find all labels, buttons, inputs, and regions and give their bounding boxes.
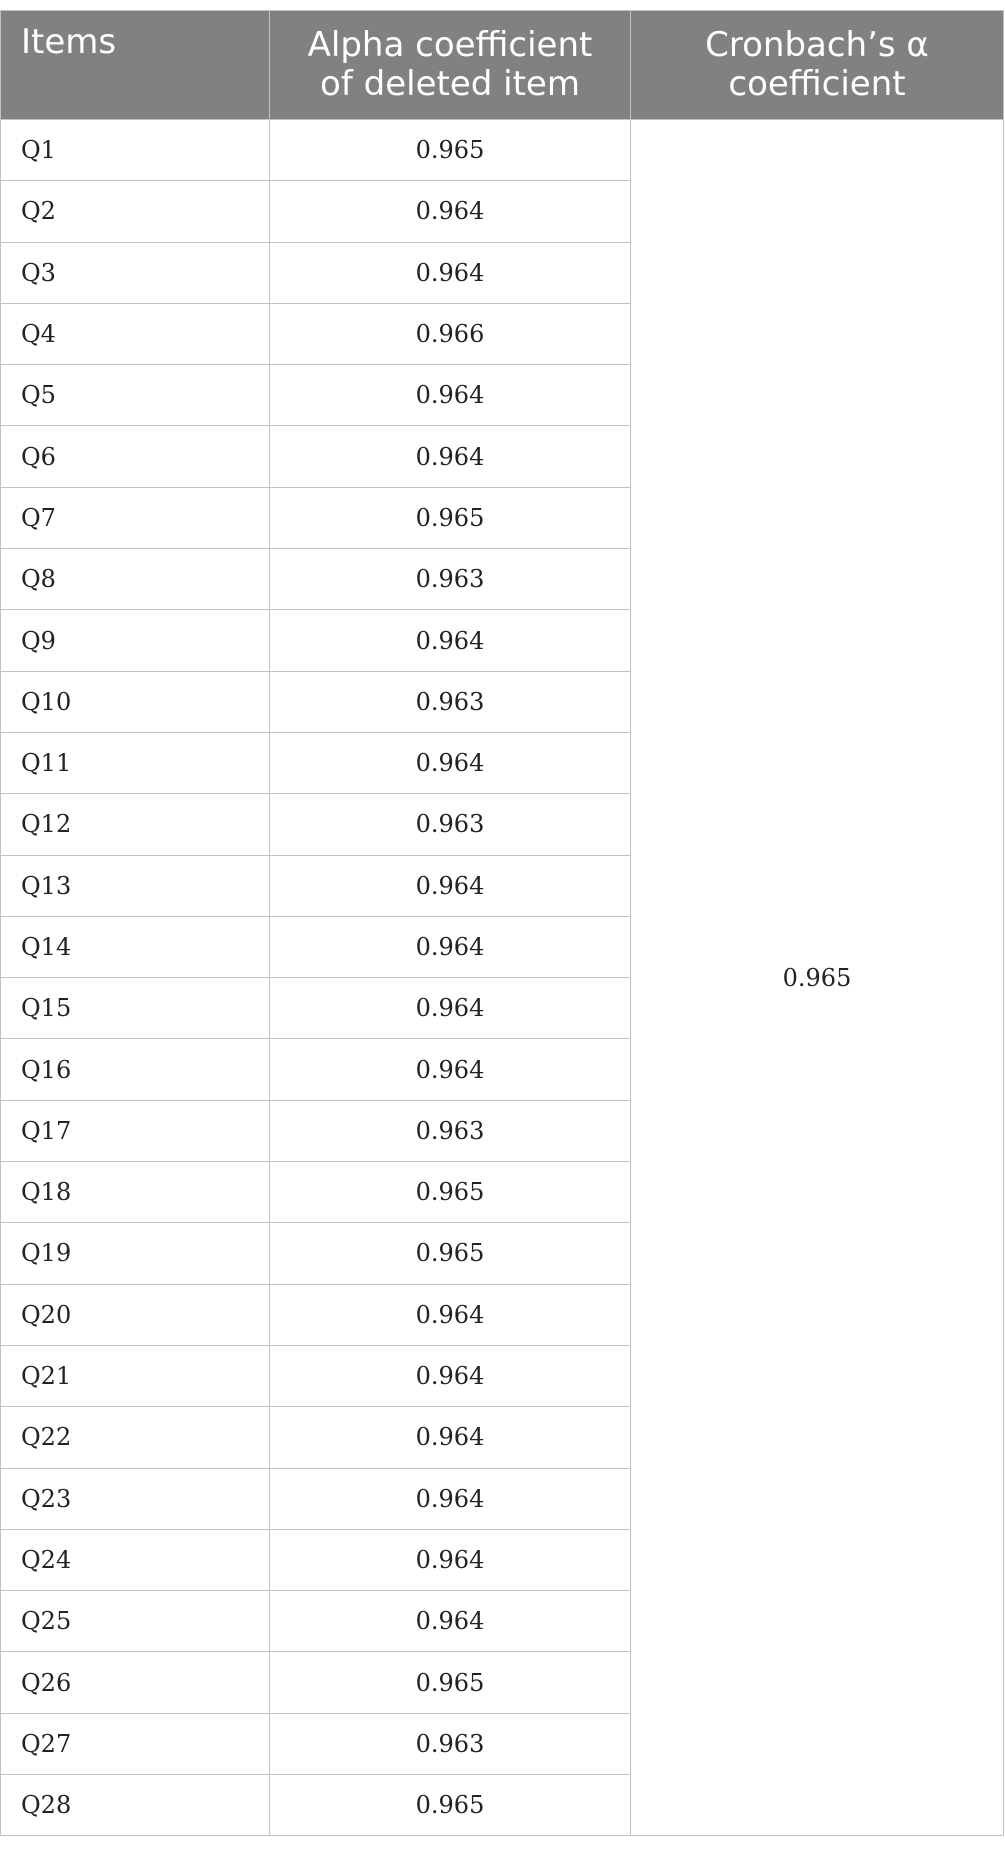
item-label-cell: Q9	[1, 610, 270, 671]
alpha-if-deleted-cell: 0.964	[270, 916, 631, 977]
overall-cronbach-alpha-cell: 0.965	[631, 120, 1004, 1836]
alpha-if-deleted-cell: 0.964	[270, 732, 631, 793]
header-items	[1, 11, 270, 120]
item-label-cell: Q27	[1, 1713, 270, 1774]
item-label-cell: Q24	[1, 1529, 270, 1590]
alpha-if-deleted-cell: 0.964	[270, 855, 631, 916]
item-label-cell: Q21	[1, 1345, 270, 1406]
alpha-if-deleted-cell: 0.965	[270, 1652, 631, 1713]
header-cronbach-alpha	[631, 11, 1004, 120]
alpha-if-deleted-cell: 0.965	[270, 487, 631, 548]
alpha-if-deleted-cell: 0.964	[270, 365, 631, 426]
table-body	[1, 120, 1004, 1836]
table-row	[1, 120, 1004, 181]
alpha-if-deleted-cell: 0.963	[270, 1713, 631, 1774]
item-label-cell: Q20	[1, 1284, 270, 1345]
header-alpha-deleted-line2: of deleted item	[320, 64, 580, 104]
item-label-cell: Q1	[1, 120, 270, 181]
item-label-cell: Q23	[1, 1468, 270, 1529]
item-label-cell: Q13	[1, 855, 270, 916]
alpha-if-deleted-cell: 0.964	[270, 978, 631, 1039]
alpha-if-deleted-cell: 0.965	[270, 1162, 631, 1223]
item-label-cell: Q22	[1, 1407, 270, 1468]
item-label-cell: Q6	[1, 426, 270, 487]
item-label-cell: Q4	[1, 303, 270, 364]
alpha-if-deleted-cell: 0.964	[270, 1468, 631, 1529]
alpha-if-deleted-cell: 0.966	[270, 303, 631, 364]
alpha-if-deleted-cell: 0.964	[270, 610, 631, 671]
alpha-if-deleted-cell: 0.965	[270, 1223, 631, 1284]
item-label-cell: Q14	[1, 916, 270, 977]
header-alpha-deleted-line1: Alpha coefficient	[307, 25, 593, 65]
header-alpha-deleted	[270, 11, 631, 120]
alpha-if-deleted-cell: 0.964	[270, 1284, 631, 1345]
alpha-if-deleted-cell: 0.963	[270, 794, 631, 855]
reliability-table	[0, 10, 1004, 1836]
item-label-cell: Q16	[1, 1039, 270, 1100]
item-label-cell: Q19	[1, 1223, 270, 1284]
reliability-table-container	[0, 10, 1003, 1836]
alpha-if-deleted-cell: 0.964	[270, 1407, 631, 1468]
alpha-if-deleted-cell: 0.964	[270, 1591, 631, 1652]
table-header	[1, 11, 1004, 120]
item-label-cell: Q17	[1, 1100, 270, 1161]
header-cronbach-line1: Cronbach’s α	[705, 25, 929, 65]
alpha-if-deleted-cell: 0.965	[270, 1775, 631, 1836]
header-row	[1, 11, 1004, 120]
alpha-if-deleted-cell: 0.964	[270, 426, 631, 487]
item-label-cell: Q3	[1, 242, 270, 303]
alpha-if-deleted-cell: 0.963	[270, 1100, 631, 1161]
alpha-if-deleted-cell: 0.965	[270, 120, 631, 181]
alpha-if-deleted-cell: 0.964	[270, 242, 631, 303]
alpha-if-deleted-cell: 0.963	[270, 549, 631, 610]
alpha-if-deleted-cell: 0.964	[270, 1529, 631, 1590]
item-label-cell: Q7	[1, 487, 270, 548]
item-label-cell: Q18	[1, 1162, 270, 1223]
item-label-cell: Q11	[1, 732, 270, 793]
item-label-cell: Q10	[1, 671, 270, 732]
item-label-cell: Q8	[1, 549, 270, 610]
item-label-cell: Q12	[1, 794, 270, 855]
item-label-cell: Q2	[1, 181, 270, 242]
alpha-if-deleted-cell: 0.963	[270, 671, 631, 732]
item-label-cell: Q26	[1, 1652, 270, 1713]
alpha-if-deleted-cell: 0.964	[270, 1039, 631, 1100]
header-cronbach-line2: coefficient	[728, 64, 906, 104]
item-label-cell: Q28	[1, 1775, 270, 1836]
alpha-if-deleted-cell: 0.964	[270, 181, 631, 242]
item-label-cell: Q5	[1, 365, 270, 426]
header-items-label: Items	[21, 22, 117, 62]
alpha-if-deleted-cell: 0.964	[270, 1345, 631, 1406]
item-label-cell: Q25	[1, 1591, 270, 1652]
item-label-cell: Q15	[1, 978, 270, 1039]
